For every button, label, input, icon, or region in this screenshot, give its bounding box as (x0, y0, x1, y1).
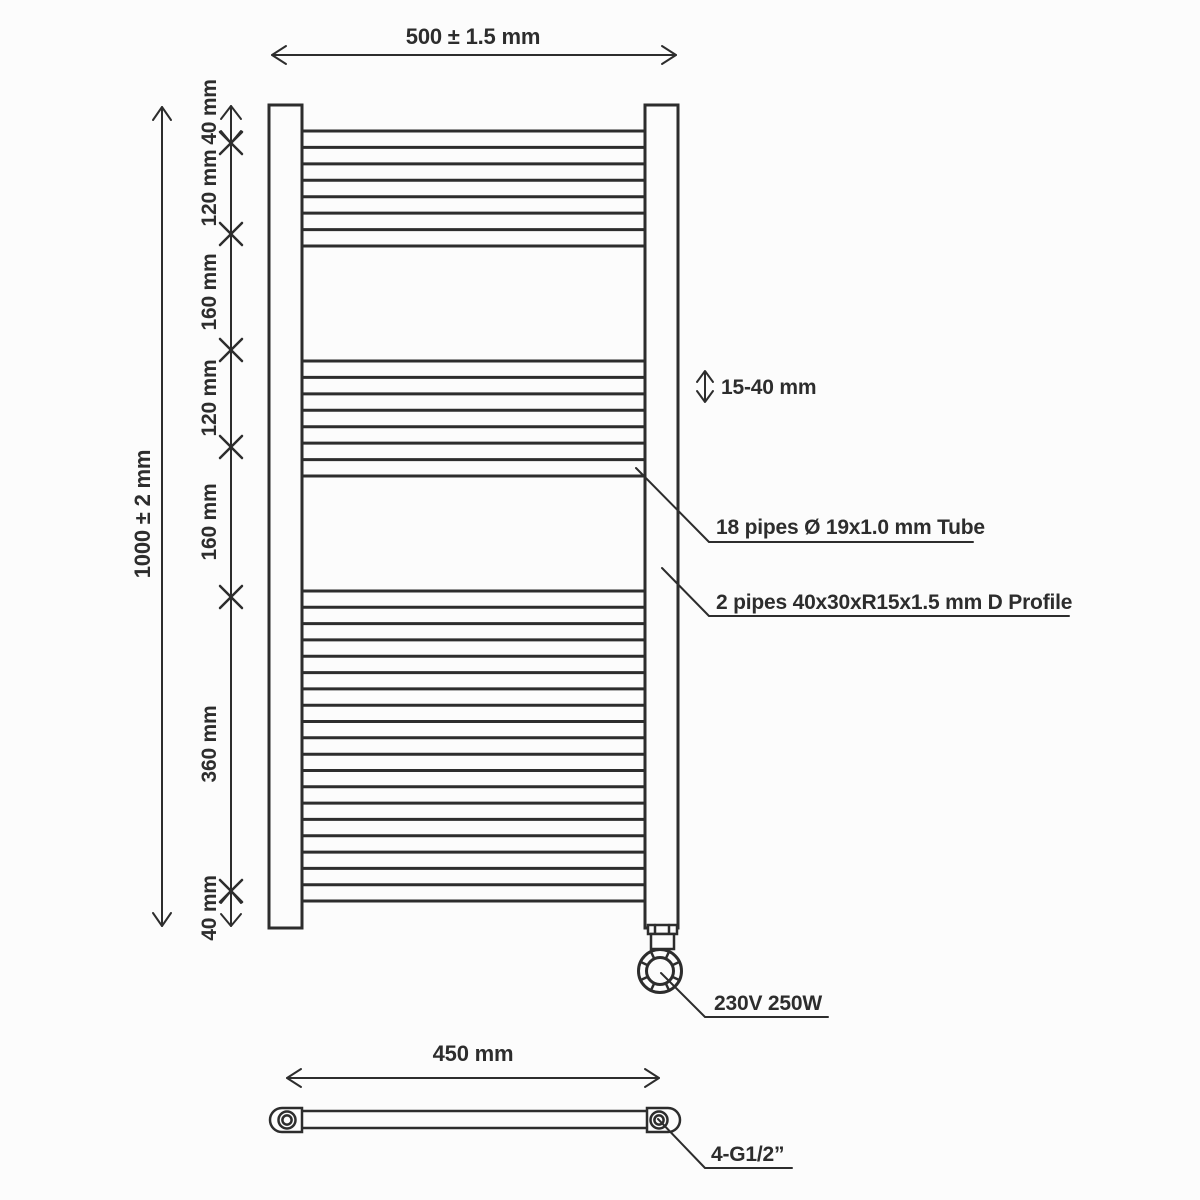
heater-label: 230V 250W (714, 992, 822, 1015)
segment-label: 120 mm (198, 149, 221, 227)
pipe-rungs (302, 131, 645, 901)
bottom-spacing-label: 450 mm (432, 1041, 514, 1066)
connections-label: 4-G1/2” (711, 1143, 785, 1166)
segment-label: 120 mm (198, 359, 221, 437)
segment-label: 40 mm (198, 875, 221, 941)
segment-label: 160 mm (198, 253, 221, 331)
segment-label: 360 mm (198, 705, 221, 783)
left-post-profile (269, 105, 302, 928)
overall-height-label: 1000 ± 2 mm (130, 449, 155, 579)
segment-dimension (198, 79, 242, 941)
annotation-profiles (662, 568, 1072, 616)
tubes-label: 18 pipes Ø 19x1.0 mm Tube (716, 516, 985, 539)
width-dimension (272, 24, 676, 64)
bottom-view (270, 1041, 792, 1168)
heater-collar (648, 925, 677, 934)
segment-label: 40 mm (198, 79, 221, 145)
profiles-label: 2 pipes 40x30xR15x1.5 mm D Profile (716, 591, 1073, 614)
heating-element (639, 925, 829, 1017)
overall-width-label: 500 ± 1.5 mm (405, 24, 541, 49)
right-post-profile (645, 105, 678, 928)
height-dimension (130, 107, 171, 926)
front-view (269, 105, 678, 928)
segment-label: 160 mm (198, 483, 221, 561)
bracket-depth-label: 15-40 mm (721, 376, 817, 399)
annotation-tubes (636, 468, 985, 542)
bracket-depth-dimension (697, 371, 816, 402)
heater-neck (651, 934, 674, 949)
